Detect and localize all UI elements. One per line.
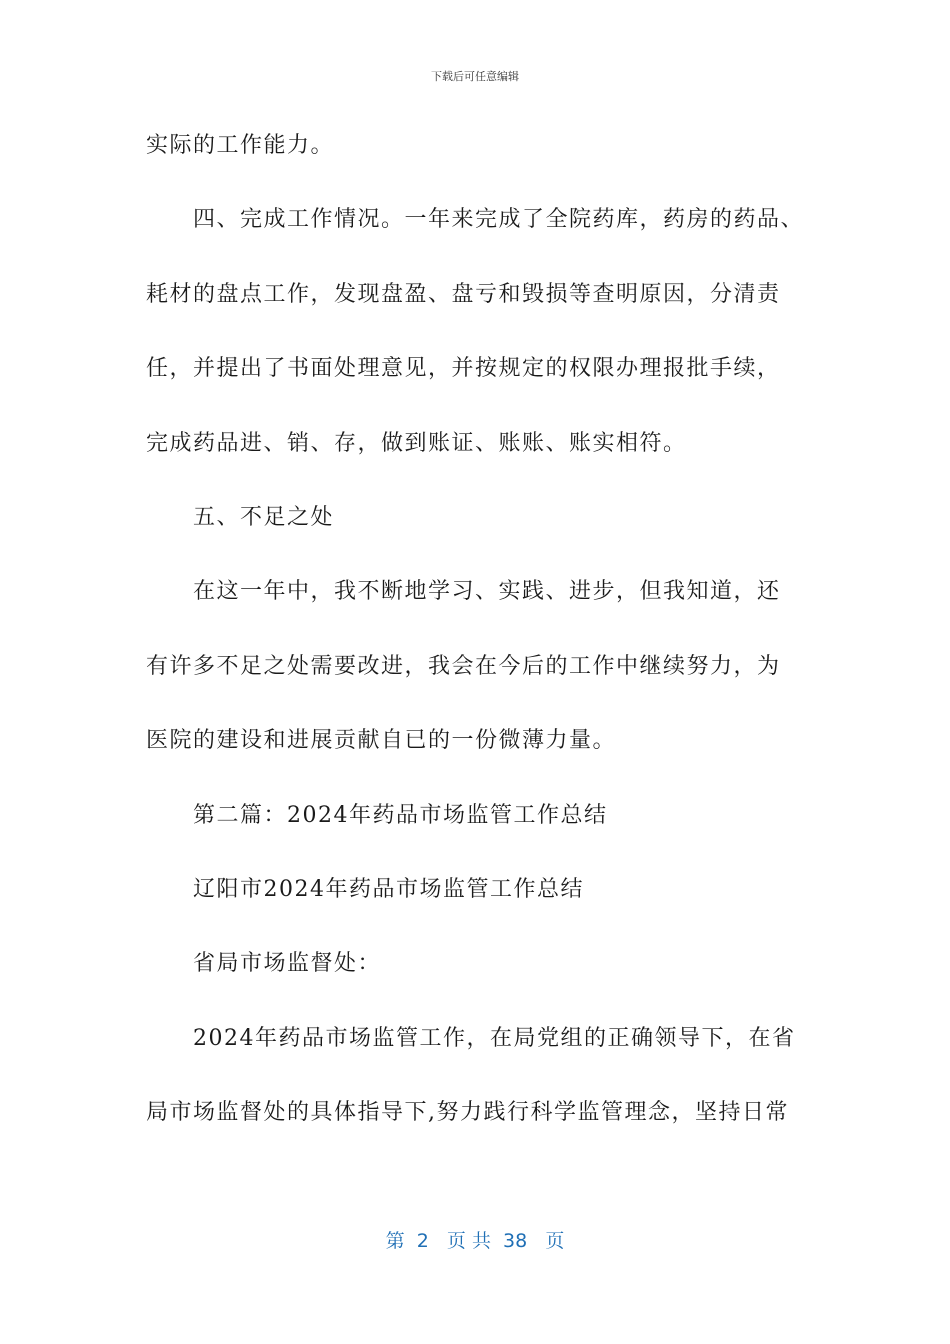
paragraph-line: 局市场监督处的具体指导下,努力践行科学监管理念，坚持日常: [146, 1100, 789, 1126]
paragraph-line: 四、完成工作情况。一年来完成了全院药库，药房的药品、: [193, 207, 805, 233]
article-heading: 第二篇：2024年药品市场监管工作总结: [193, 802, 608, 828]
paragraph-line: 实际的工作能力。: [146, 133, 335, 158]
paragraph-line: 2024年药品市场监管工作，在局党组的正确领导下，在省: [193, 1025, 796, 1051]
document-body: [146, 126, 806, 1167]
paragraph-line: 医院的建设和进展贡献自已的一份微薄力量。: [146, 728, 617, 754]
paragraph-line: 有许多不足之处需要改进，我会在今后的工作中继续努力，为: [146, 653, 781, 679]
article-title: 辽阳市2024年药品市场监管工作总结: [193, 876, 584, 902]
paragraph-line: 在这一年中，我不断地学习、实践、进步，但我知道，还: [193, 579, 781, 605]
section-heading: 五、不足之处: [193, 504, 335, 530]
paragraph-line: 耗材的盘点工作，发现盘盈、盘亏和毁损等查明原因，分清责: [146, 281, 781, 307]
salutation: 省局市场监督处：: [193, 951, 382, 977]
paragraph-line: 任，并提出了书面处理意见，并按规定的权限办理报批手续，: [146, 356, 781, 382]
header-note: 下载后可任意编辑: [431, 70, 519, 83]
paragraph-line: 完成药品进、销、存，做到账证、账账、账实相符。: [146, 430, 687, 456]
page-number-footer: 第 2 页 共 38 页: [385, 1230, 565, 1252]
